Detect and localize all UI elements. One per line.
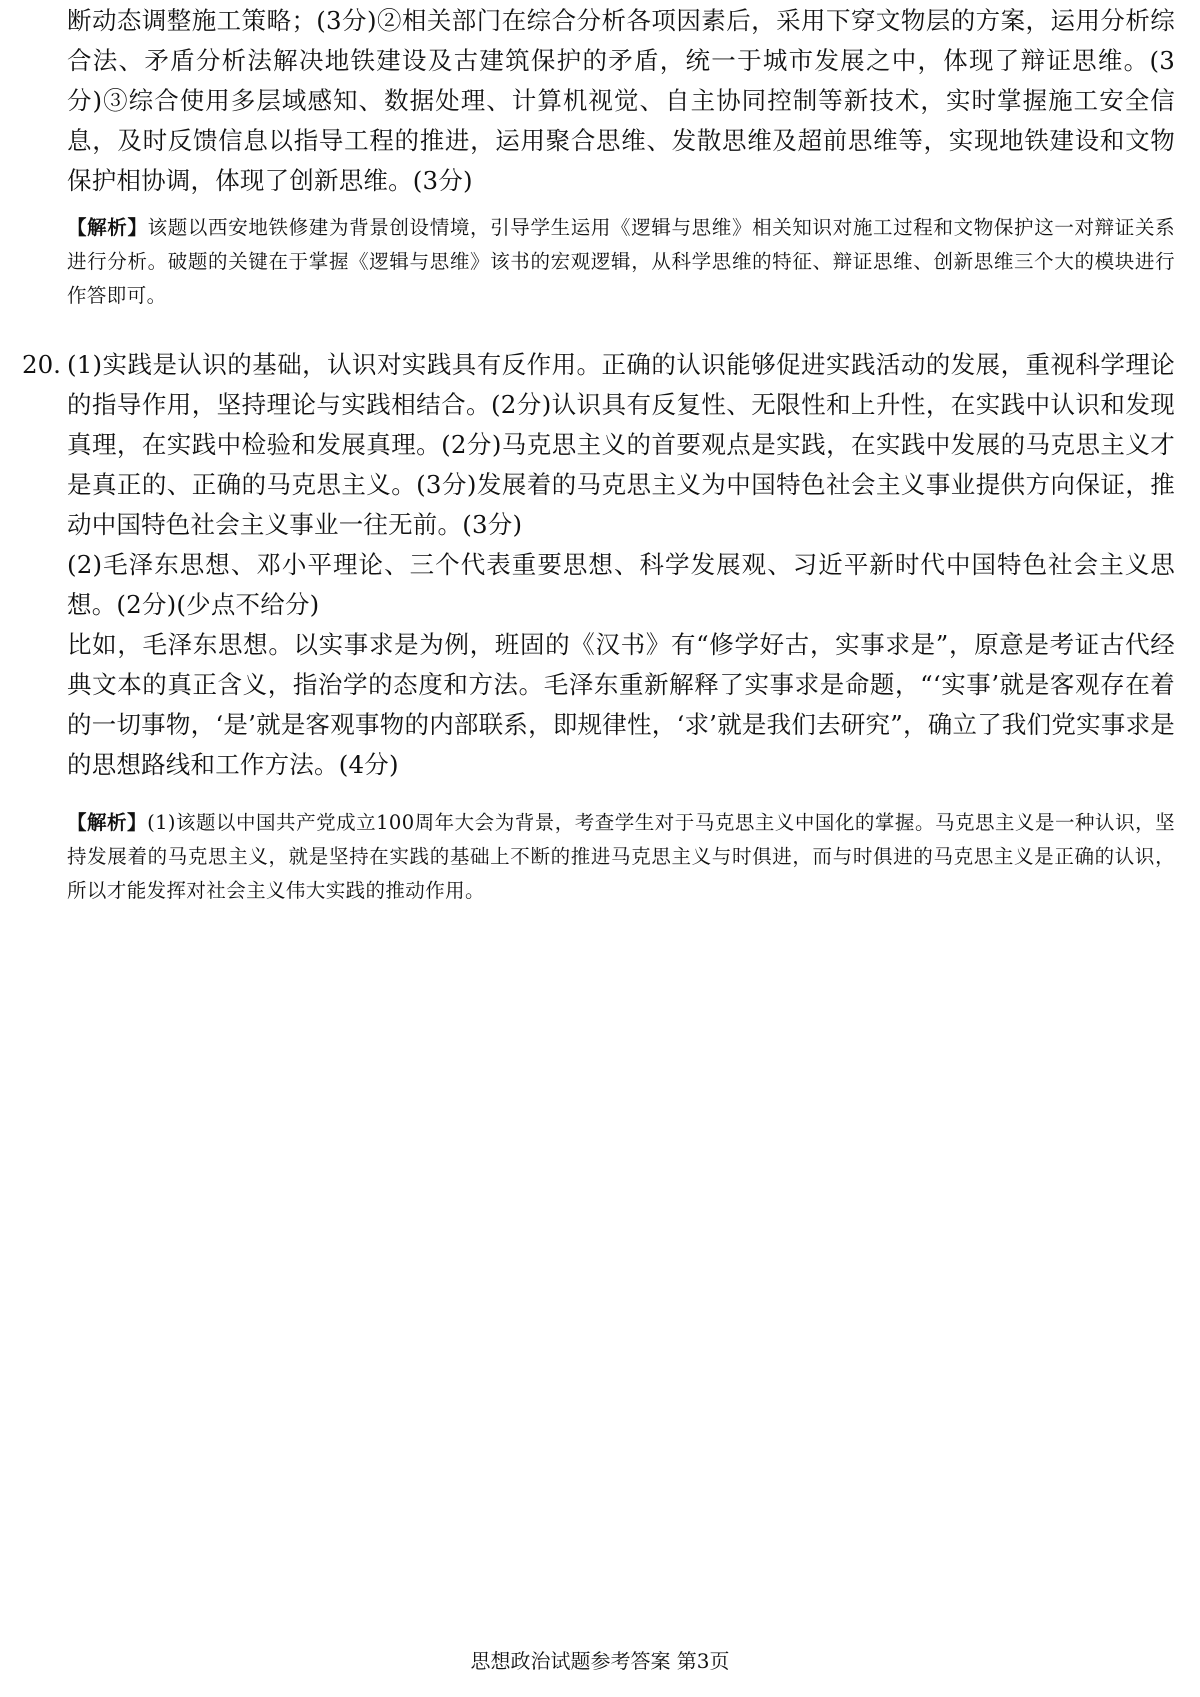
question-number-20: 20. <box>22 350 61 379</box>
q19-continued-answer: 断动态调整施工策略；(3分)②相关部门在综合分析各项因素后，采用下穿文物层的方案，运用分析综合法、矛盾分析法解决地铁建设及古建筑保护的矛盾，统一于城市发展之中，体现了辩证思维。(3分)③综合使用多层域感知、数据处理、计算机视觉、自主协同控制等新技术，实时掌握施工安全信息，及时反馈信息以指导工程的推进，运用聚合思维、发散思维及超前思维等，实现地铁建设和文物保护相协调，体现了创新思维。(3分) <box>67 6 1175 195</box>
analysis-tag: 【解析】 <box>67 216 148 239</box>
analysis-q20-text: (1)该题以中国共产党成立100周年大会为背景，考查学生对于马克思主义中国化的掌握。马克思主义是一种认识，坚持发展着的马克思主义，就是坚持在实践的基础上不断的推进马克思主义与时俱进，而与时俱进的马克思主义是正确的认识，所以才能发挥对社会主义伟大实践的推动作用。 <box>67 811 1175 902</box>
q20-part2-answer: (2)毛泽东思想、邓小平理论、三个代表重要思想、科学发展观、习近平新时代中国特色社会主义思想。(2分)(少点不给分) <box>67 550 1175 619</box>
analysis-tag: 【解析】 <box>67 811 148 834</box>
analysis-q19-text: 该题以西安地铁修建为背景创设情境，引导学生运用《逻辑与思维》相关知识对施工过程和文物保护这一对辩证关系进行分析。破题的关键在于掌握《逻辑与思维》该书的宏观逻辑，从科学思维的特征、辩证思维、创新思维三个大的模块进行作答即可。 <box>67 216 1175 307</box>
page-footer: 思想政治试题参考答案 第3页 <box>470 1649 730 1673</box>
q20-part1-answer: (1)实践是认识的基础，认识对实践具有反作用。正确的认识能够促进实践活动的发展，重视科学理论的指导作用，坚持理论与实践相结合。(2分)认识具有反复性、无限性和上升性，在实践中认识和发现真理，在实践中检验和发展真理。(2分)马克思主义的首要观点是实践，在实践中发展的马克思主义才是真正的、正确的马克思主义。(3分)发展着的马克思主义为中国特色社会主义事业提供方向保证，推动中国特色社会主义事业一往无前。(3分) <box>67 350 1175 539</box>
analysis-q19 <box>67 211 1175 313</box>
analysis-q20 <box>67 806 1175 908</box>
q20-part3-answer: 比如，毛泽东思想。以实事求是为例，班固的《汉书》有“修学好古，实事求是”，原意是考证古代经典文本的真正含义，指治学的态度和方法。毛泽东重新解释了实事求是命题，“‘实事’就是客观存在着的一切事物，‘是’就是客观事物的内部联系，即规律性，‘求’就是我们去研究”，确立了我们党实事求是的思想路线和工作方法。(4分) <box>67 630 1175 779</box>
